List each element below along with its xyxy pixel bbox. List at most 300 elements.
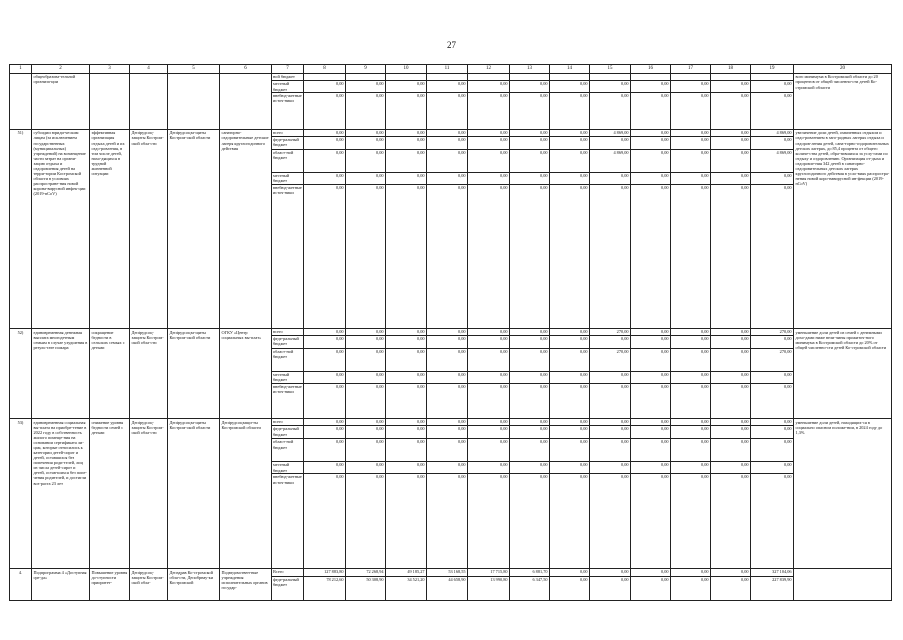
program-table [9,64,892,601]
value-cell [631,569,671,600]
amount: 0,00 [346,336,385,349]
amount: 0,00 [783,185,792,191]
page-number: 27 [447,40,456,50]
amount: 0,00 [427,419,467,426]
amount: 0,00 [304,336,345,349]
amount: 0,00 [427,329,467,336]
amount: 0,00 [427,130,467,137]
funding-source: местный бюджет [272,81,303,93]
funding-source: внебюд-жетные источ-ники [273,384,302,395]
amount: 0,00 [590,462,630,474]
amount: 0,00 [550,426,589,439]
measure-name: единовременная денежная выплата многодетным семьям в случае ухудшения в резуль-тате пожара [32,329,90,419]
amount: 0,00 [671,426,710,439]
value-cell [711,569,751,600]
amount: 0,00 [468,336,509,349]
amount: 270,00 [751,349,793,372]
value-cell [671,329,711,419]
amount: 0,00 [550,173,589,185]
amount: 0,00 [700,93,709,99]
value-cell [590,329,631,419]
amount: 0,00 [751,462,793,474]
expected-result: эффективная организация отдыха детей и их оздо-ровления, в том числе детей, нахо-дящихся в трудной жизненной ситуации [90,129,130,328]
indicator-text [794,569,892,600]
amount: 0,00 [346,462,385,474]
responsible-executor: Депtрудсоц-защиты Костром-ской обла-сти [130,329,168,419]
amount: 0,00 [550,336,589,349]
value-cell [550,129,590,328]
indicator-text: увеличение доли детей, охваченных отдыхом и оздо-ровлением в заго-родных лагерях отдыха и оздоров-ления детей, сана-торно-оздоровительных детских лагерях, до 85,4 процента от общего количе-ства детей, обра-тившихся за услу-гами по отдыху и оздоровлению. Организация от-дыха и оздоровле-ния 342 детей в санаторно-оздоровительных детских лагерях круглогодичного действия в усло-виях распростра-нения новой коро-навирусной ин-фекции (2019-nCoV) [794,129,892,328]
indicator-text: уменьшение доли детей, находящих-ся в социально опасном положе-нии, в 2024 году до 1,3% [794,419,892,569]
amount: 0,00 [550,130,589,137]
amount [711,74,750,82]
participant: ОГКУ «Центр социальных вы-плат» [220,329,272,419]
amount: 0,00 [416,474,425,480]
amount: 0,00 [783,384,792,390]
participant: Подведомствен-ные учреждения исполнительных органов государ- [220,569,272,600]
cell-c5 [168,73,220,129]
amount: 0,00 [510,419,549,426]
value-cell [671,73,711,129]
co-executor: Депздрав Ко-стромской обла-сти, Депобрнау-ки Костромской [168,569,220,600]
amount: 0,00 [751,439,793,462]
amount: 270,00 [751,329,793,336]
amount: 0,00 [375,93,384,99]
amount: 0,00 [751,81,793,93]
row-number: 51) [10,129,32,328]
amount: 0,00 [386,439,426,462]
amount: 0,00 [660,93,669,99]
amount [510,74,549,82]
amount: 0,00 [590,569,630,576]
amount: 0,00 [468,150,509,173]
amount: 0,00 [386,137,426,150]
value-cell [631,419,671,569]
amount: 0,00 [631,426,670,439]
funding-source-cell [272,569,304,600]
value-cell [304,419,346,569]
amount: 0,00 [335,185,344,191]
amount: 0,00 [751,137,793,150]
funding-source-cell [272,329,304,419]
amount: 0,00 [427,426,467,439]
amount: 0,00 [468,329,509,336]
amount: 0,00 [346,150,385,173]
amount: 0,00 [510,150,549,173]
amount: 0,00 [579,576,588,582]
value-cell [304,329,346,419]
amount: 0,00 [346,419,385,426]
amount [346,74,385,82]
amount: 0,00 [457,384,466,390]
cell-c6 [220,73,272,129]
amount: 34 521,20 [407,576,425,582]
amount: 0,00 [550,150,589,173]
amount: 4 869,00 [590,150,630,173]
amount: 0,00 [386,130,426,137]
amount: 0,00 [499,384,508,390]
amount: 0,00 [335,474,344,480]
value-cell [386,569,427,600]
value-cell [468,329,510,419]
responsible-executor: Депtрудсоц-защиты Костром-ской обла- [130,569,168,600]
amount: 0,00 [711,372,750,384]
amount: 0,00 [335,93,344,99]
header-cell: 12 [468,65,510,74]
program-row [10,569,892,600]
amount: 0,00 [386,329,426,336]
indicator-text: вого минимума в Костромской области до 20 процентов от общей численно-сти детей Ко-стромской области [794,73,892,129]
row-number: 4. [10,569,32,600]
amount: 0,00 [550,419,589,426]
amount: 0,00 [711,137,750,150]
value-cell [510,129,550,328]
amount: 0,00 [671,372,710,384]
amount: 270,00 [590,329,630,336]
value-cell [346,569,386,600]
amount: 0,00 [751,419,793,426]
value-cell [550,569,590,600]
amount: 6 347,50 [532,576,548,582]
amount: 0,00 [304,329,345,336]
amount: 127 883,80 [304,569,345,576]
funding-source: област-ной бюджет [272,349,303,372]
value-cell [590,73,631,129]
funding-source: внебюд-жетные источ-ники [273,93,302,104]
funding-source: феде-ральный бюджет [272,336,303,349]
amount: 0,00 [386,81,426,93]
amount: 0,00 [304,462,345,474]
amount: 0,00 [427,173,467,185]
amount: 0,00 [468,426,509,439]
amount: 327 104,06 [751,569,793,576]
value-cell [427,419,468,569]
amount: 0,00 [590,426,630,439]
amount: 0,00 [671,137,710,150]
amount: 0,00 [660,384,669,390]
amount: 0,00 [671,150,710,173]
value-cell [427,329,468,419]
amount: 0,00 [304,130,345,137]
amount: 0,00 [304,150,345,173]
amount: 0,00 [539,93,548,99]
amount: 0,00 [631,150,670,173]
amount: 0,00 [457,93,466,99]
amount: 72 268,94 [346,569,385,576]
header-cell: 19 [751,65,794,74]
amount: 0,00 [550,81,589,93]
cell-c3 [90,73,130,129]
value-cell [590,129,631,328]
header-row [10,65,892,74]
amount: 0,00 [468,462,509,474]
amount: 0,00 [579,384,588,390]
amount: 6 881,70 [510,569,549,576]
amount: 0,00 [700,576,709,582]
amount: 0,00 [711,329,750,336]
amount: 0,00 [631,137,670,150]
funding-source: феде-ральный бюджет [273,576,299,587]
amount: 0,00 [711,462,750,474]
amount: 0,00 [457,185,466,191]
amount: 0,00 [499,185,508,191]
amount: 0,00 [783,474,792,480]
amount: 4 869,00 [751,130,793,137]
funding-source: област-ной бюджет [272,439,303,462]
value-cell [550,419,590,569]
amount: 0,00 [427,150,467,173]
amount: 0,00 [304,372,345,384]
amount: 0,00 [468,349,509,372]
funding-source-cell [272,419,304,569]
amount: 0,00 [427,137,467,150]
amount [631,74,670,82]
amount: 0,00 [671,336,710,349]
amount: 0,00 [620,185,629,191]
amount: 0,00 [700,185,709,191]
amount: 0,00 [346,81,385,93]
participant: санаторно-оздоровительные детские лагеря круглогодичного действия [220,129,272,328]
amount: 0,00 [346,439,385,462]
amount: 0,00 [631,419,670,426]
amount: 0,00 [671,419,710,426]
cell-c2: общеобразова-тельной организа-ции [32,73,90,129]
amount: 0,00 [550,569,589,576]
value-cell [346,419,386,569]
amount: 227 839,90 [772,576,792,582]
amount: 0,00 [386,419,426,426]
amount: 0,00 [550,462,589,474]
amount: 0,00 [740,185,749,191]
value-cell [510,419,550,569]
amount: 0,00 [671,439,710,462]
amount: 0,00 [711,81,750,93]
amount [751,74,793,82]
header-cell: 10 [386,65,427,74]
value-cell [671,129,711,328]
amount: 0,00 [427,372,467,384]
amount: 0,00 [468,81,509,93]
expected-result: Повышение уровня до-ступности приоритет- [90,569,130,600]
value-cell [427,569,468,600]
funding-source: феде-ральный бюджет [272,137,303,150]
amount [386,74,426,82]
amount: 0,00 [631,130,670,137]
funding-source: феде-ральный бюджет [272,426,303,439]
amount: 0,00 [711,336,750,349]
amount: 0,00 [660,474,669,480]
amount: 0,00 [304,439,345,462]
value-cell [550,73,590,129]
amount: 0,00 [375,474,384,480]
amount: 4 869,00 [751,150,793,173]
participant: Депtрудсоцзащи-ты Костромской области [220,419,272,569]
value-cell [711,419,751,569]
value-cell [590,569,631,600]
value-cell [631,129,671,328]
amount [468,74,509,82]
amount: 0,00 [550,372,589,384]
amount: 50 308,90 [366,576,384,582]
amount: 0,00 [335,384,344,390]
amount: 0,00 [711,419,750,426]
amount: 0,00 [740,93,749,99]
value-cell [711,129,751,328]
value-cell [751,129,794,328]
amount: 0,00 [711,130,750,137]
amount [590,74,630,82]
amount: 0,00 [510,329,549,336]
amount: 0,00 [783,93,792,99]
cell-c1 [10,73,32,129]
amount: 0,00 [660,185,669,191]
amount: 0,00 [468,439,509,462]
amount: 0,00 [427,81,467,93]
program-row [10,329,892,419]
amount: 0,00 [416,93,425,99]
amount [550,74,589,82]
amount: 0,00 [346,349,385,372]
funding-source: всего [272,419,303,426]
value-cell [346,129,386,328]
amount: 0,00 [510,439,549,462]
amount [671,74,710,82]
amount: 0,00 [579,93,588,99]
amount: 0,00 [590,439,630,462]
amount: 0,00 [711,439,750,462]
amount: 0,00 [539,474,548,480]
amount: 0,00 [740,384,749,390]
value-cell [751,73,794,129]
amount: 0,00 [631,349,670,372]
amount: 0,00 [751,173,793,185]
amount: 0,00 [499,93,508,99]
funding-source: местный бюджет [272,372,303,384]
amount: 0,00 [304,426,345,439]
co-executor: Депtрудсоцза-щиты Костром-ской области [168,329,220,419]
amount: 0,00 [631,439,670,462]
measure-name: единовременная социальная вы-плата на приобре-тение в 2022 году в собственность жилого помеще-ния на основании сертификата ли-цам, которые относились к категории детей-сирот и детей, оставшихся без попечения роди-телей, лиц из числа детей-сирот и детей, остав-шихся без попе-чения родителей, и достигли воз-раста 23 лет [32,419,90,569]
value-cell [468,129,510,328]
amount: 0,00 [671,81,710,93]
amount: 0,00 [346,426,385,439]
amount: 0,00 [671,329,710,336]
amount: 0,00 [539,185,548,191]
amount: 0,00 [631,329,670,336]
header-cell: 2 [32,65,90,74]
header-cell: 11 [427,65,468,74]
amount [427,74,467,82]
amount: 270,00 [590,349,630,372]
value-cell [427,129,468,328]
amount: 0,00 [346,137,385,150]
amount: 17 715,80 [468,569,509,576]
value-cell [386,129,427,328]
amount: 0,00 [590,419,630,426]
amount: 0,00 [700,474,709,480]
amount: 0,00 [590,336,630,349]
amount: 49 185,27 [386,569,426,576]
expected-result: сокращение бедности в сельских семьях с детьми [90,329,130,419]
amount: 0,00 [671,349,710,372]
amount: 0,00 [386,372,426,384]
funding-source: всего [272,329,303,336]
funding-source: Всего [272,569,303,576]
funding-source: местный бюджет [272,173,303,185]
expected-result: снижение уровня бедности семей с детьми [90,419,130,569]
amount: 0,00 [468,130,509,137]
amount: 0,00 [427,462,467,474]
amount: 0,00 [631,81,670,93]
amount: 0,00 [499,474,508,480]
amount: 0,00 [304,81,345,93]
value-cell [386,329,427,419]
header-cell: 5 [168,65,220,74]
amount: 0,00 [671,569,710,576]
header-cell: 7 [272,65,304,74]
value-cell [751,329,794,419]
amount: 0,00 [346,130,385,137]
amount: 0,00 [427,349,467,372]
co-executor: Депtрудсоцза-щиты Костром-ской области [168,129,220,328]
amount: 0,00 [510,372,549,384]
header-cell: 17 [671,65,711,74]
amount: 0,00 [631,462,670,474]
amount: 0,00 [416,384,425,390]
amount: 0,00 [386,173,426,185]
amount: 0,00 [700,384,709,390]
amount: 0,00 [550,329,589,336]
amount: 4 869,00 [590,130,630,137]
value-cell [304,73,346,129]
responsible-executor: Депtрудсоц-защиты Костром-ской обла-сти [130,129,168,328]
funding-source: местный бюджет [272,462,303,474]
amount: 0,00 [304,173,345,185]
value-cell [550,329,590,419]
co-executor: Депtрудсоцза-щиты Костром-ской области [168,419,220,569]
continued-row [10,73,892,129]
responsible-executor: Депtрудсоц-защиты Костром-ской обла-сти [130,419,168,569]
amount: 0,00 [510,137,549,150]
amount: 0,00 [346,372,385,384]
value-cell [671,569,711,600]
amount: 0,00 [751,336,793,349]
amount: 0,00 [510,336,549,349]
amount: 0,00 [711,349,750,372]
program-row [10,419,892,569]
value-cell [510,329,550,419]
amount: 0,00 [510,462,549,474]
amount: 0,00 [416,185,425,191]
amount: 0,00 [579,185,588,191]
amount [304,74,345,82]
value-cell [304,129,346,328]
amount: 0,00 [510,426,549,439]
amount: 0,00 [510,349,549,372]
amount: 0,00 [304,137,345,150]
program-row [10,129,892,328]
value-cell [510,73,550,129]
amount: 0,00 [660,576,669,582]
amount: 0,00 [550,439,589,462]
value-cell [631,329,671,419]
amount: 0,00 [711,173,750,185]
header-cell: 18 [711,65,751,74]
amount: 13 990,80 [490,576,508,582]
amount: 0,00 [620,384,629,390]
amount: 0,00 [620,576,629,582]
value-cell [711,73,751,129]
